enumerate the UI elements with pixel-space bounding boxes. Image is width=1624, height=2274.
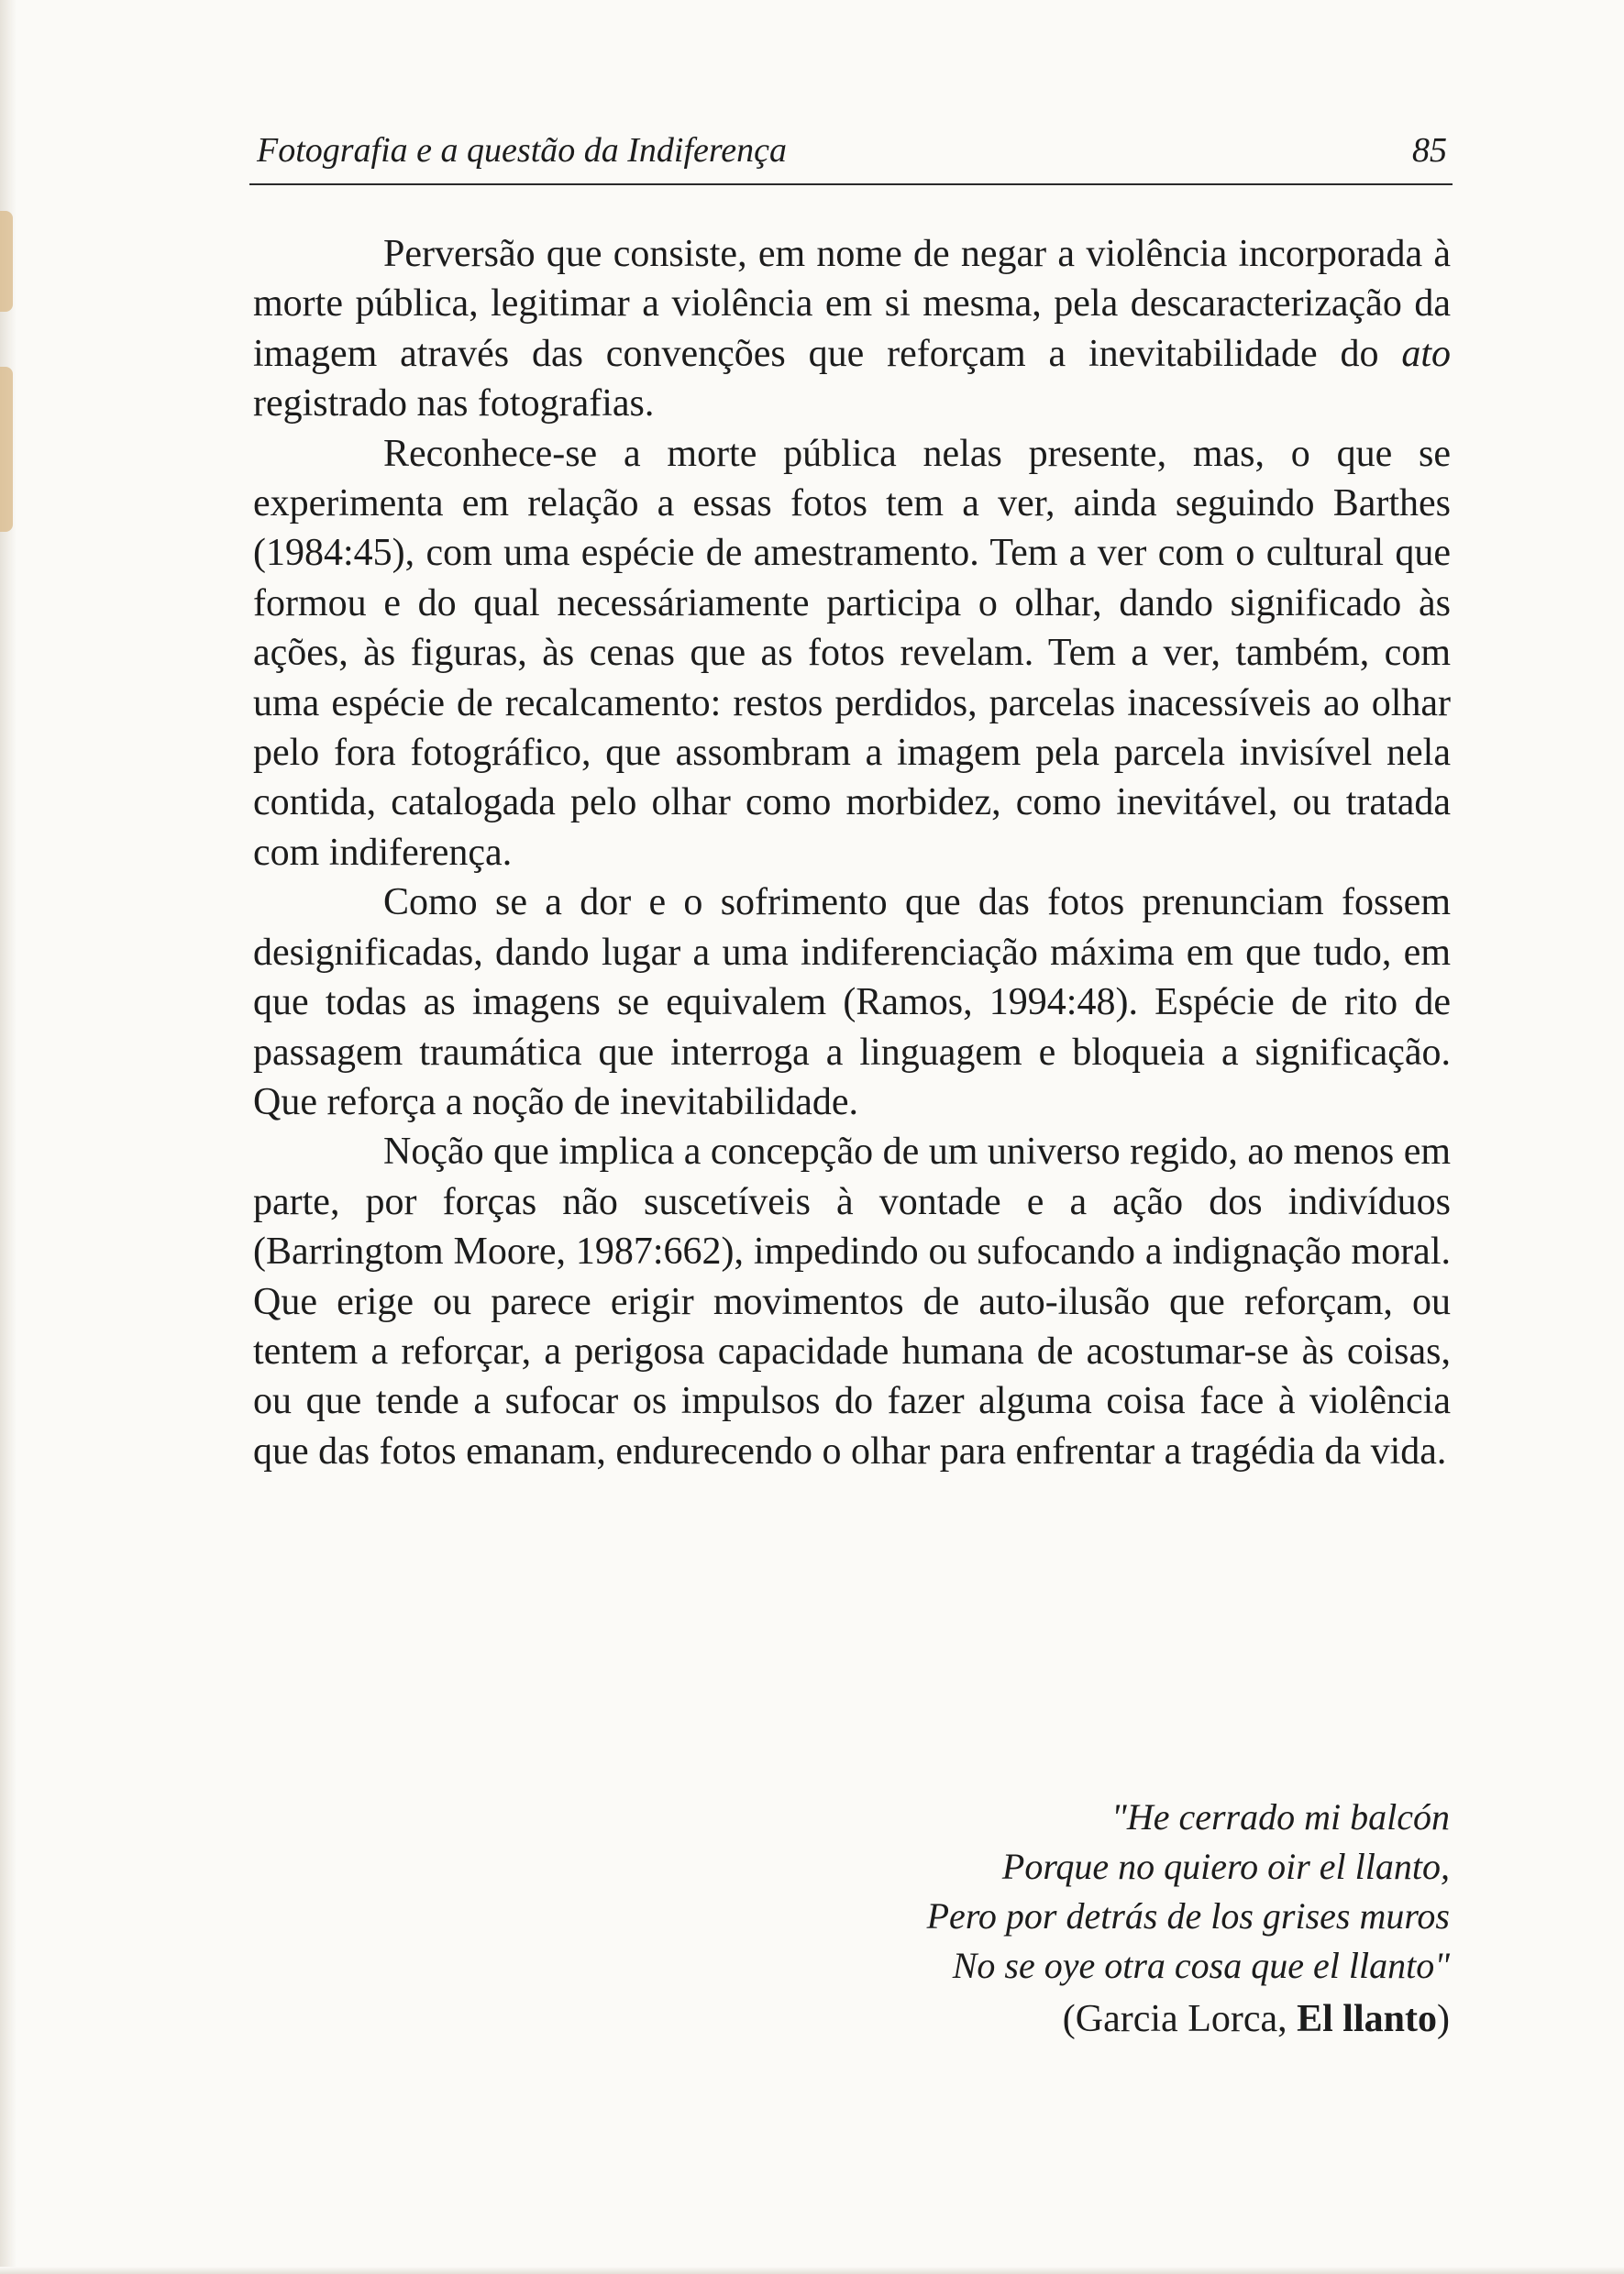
epigraph-line: No se oye otra cosa que el llanto" [952, 1945, 1450, 1986]
epigraph-line: Pero por detrás de los grises muros [926, 1895, 1450, 1937]
italic-word: ato [1401, 332, 1451, 375]
paragraph: Como se a dor e o sofrimento que das fotos prenunciam fossem designificadas, dando lugar a uma indiferenciação máxima em que tudo, em que todas as imagens se equivalem (Ramos, 1994:48). Espécie de rito de passagem traumática que interroga a linguagem e bloqueia a significação. Que reforça a noção de inevitabilidade. [253, 881, 1451, 1123]
paragraph-text: registrado nas fotografias. [253, 382, 655, 425]
epigraph-attribution [808, 1994, 1450, 2044]
epigraph [808, 1793, 1450, 2044]
attribution-author: (Garcia Lorca, [1062, 1998, 1298, 2040]
paragraph: Noção que implica a concepção de um universo regido, ao menos em parte, por forças não suscetíveis à vontade e a ação dos indivíduos (Barringtom Moore, 1987:662), impedindo ou sufocando a indignação moral. Que erige ou parece erigir movimentos de auto-ilusão que reforçam, ou tentem a reforçar, a perigosa capacidade humana de acostumar-se às coisas, ou que tende a sufocar os impulsos do fazer alguma coisa face à violência que das fotos emanam, endurecendo o olhar para enfrentar a tragédia da vida. [253, 1131, 1451, 1473]
page-number: 85 [1412, 131, 1447, 170]
epigraph-line: "He cerrado mi balcón [1111, 1796, 1450, 1838]
body-text [253, 229, 1451, 1476]
attribution-close: ) [1437, 1998, 1450, 2040]
paragraph-text: Perversão que consiste, em nome de negar a violência incorporada à morte pública, legitimar a violência em si mesma, pela descaracterização da imagem através das convenções que reforçam a inevitabilidade do [253, 233, 1451, 375]
epigraph-line: Porque no quiero oir el llanto, [1001, 1846, 1450, 1887]
paragraph [253, 229, 1451, 429]
page-bottom-edge [0, 2267, 1624, 2274]
attribution-work: El llanto [1297, 1998, 1437, 2040]
page-stain [0, 367, 13, 532]
running-header-title: Fotografia e a questão da Indiferença [257, 131, 787, 170]
page-edge-shadow [0, 0, 17, 2274]
page-stain [0, 211, 13, 312]
paragraph: Reconhece-se a morte pública nelas presente, mas, o que se experimenta em relação a essas fotos tem a ver, ainda seguindo Barthes (1984:45), com uma espécie de amestramento. Tem a ver com o cultural que formou e do qual necessáriamente participa o olhar, dando significado às ações, às figuras, às cenas que as fotos revelam. Tem a ver, também, com uma espécie de recalcamento: restos perdidos, parcelas inacessíveis ao olhar pelo fora fotográfico, que assombram a imagem pela parcela invisível nela contida, catalogada pelo olhar como morbidez, como inevitável, ou tratada com indiferença. [253, 432, 1451, 874]
running-header [249, 125, 1453, 185]
